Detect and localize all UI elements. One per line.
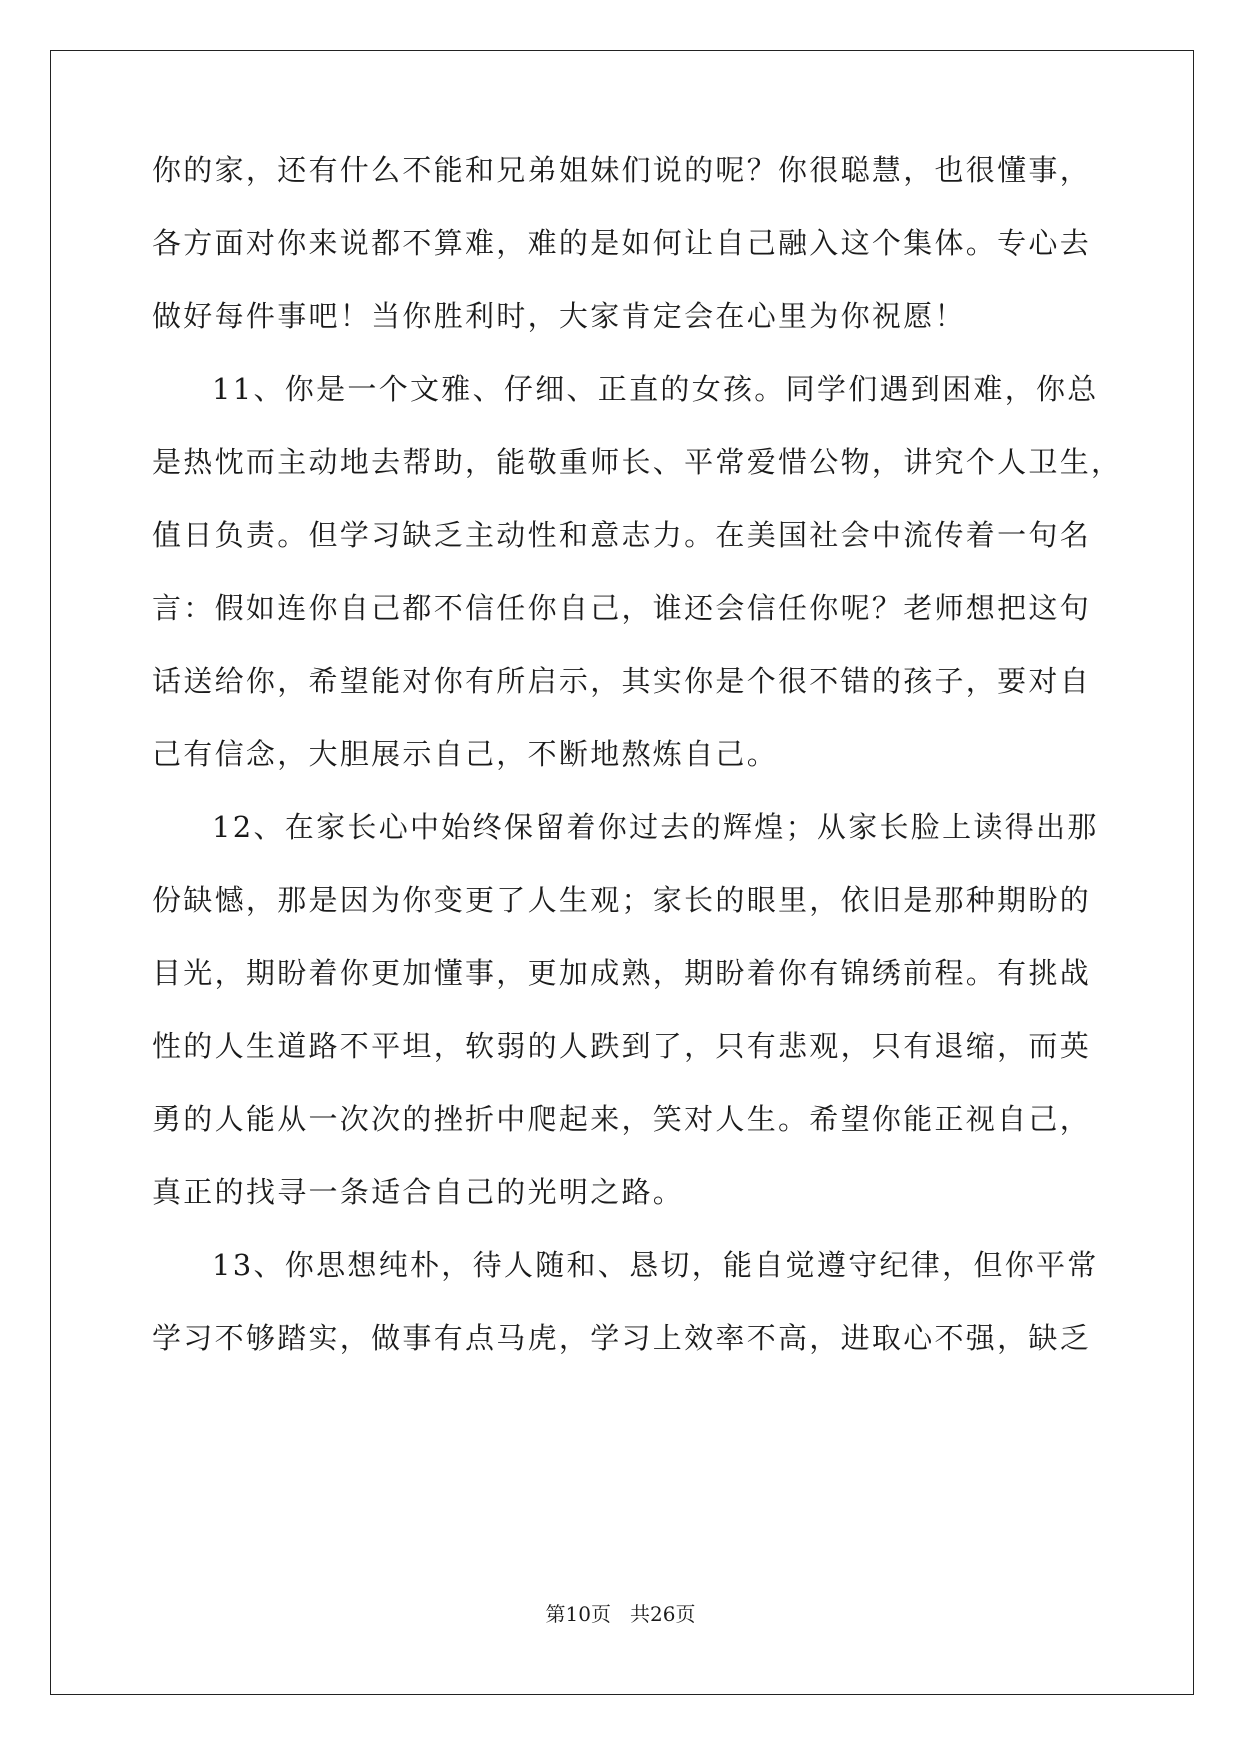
text-line: 各方面对你来说都不算难，难的是如何让自己融入这个集体。专心去 — [152, 226, 1092, 260]
page-number: 第10页 — [545, 1602, 611, 1626]
page-total: 共26页 — [630, 1602, 696, 1626]
text-line: 做好每件事吧！当你胜利时，大家肯定会在心里为你祝愿！ — [152, 299, 966, 333]
paragraph-12-start: 12、在家长心中始终保留着你过去的辉煌；从家长脸上读得出那 — [212, 810, 1099, 844]
footer-separator — [611, 1602, 630, 1626]
text-line: 份缺憾，那是因为你变更了人生观；家长的眼里，依旧是那种期盼的 — [152, 883, 1092, 917]
paragraph-13-start: 13、你思想纯朴，待人随和、恳切，能自觉遵守纪律，但你平常 — [212, 1248, 1099, 1282]
text-line: 值日负责。但学习缺乏主动性和意志力。在美国社会中流传着一句名 — [152, 518, 1092, 552]
text-line: 言：假如连你自己都不信任你自己，谁还会信任你呢？老师想把这句 — [152, 591, 1092, 625]
text-line: 己有信念，大胆展示自己，不断地熬炼自己。 — [152, 737, 779, 771]
text-line: 性的人生道路不平坦，软弱的人跌到了，只有悲观，只有退缩，而英 — [152, 1029, 1092, 1063]
paragraph-11-start: 11、你是一个文雅、仔细、正直的女孩。同学们遇到困难，你总 — [212, 372, 1099, 406]
text-line: 话送给你，希望能对你有所启示，其实你是个很不错的孩子，要对自 — [152, 664, 1092, 698]
text-line: 你的家，还有什么不能和兄弟姐妹们说的呢？你很聪慧，也很懂事， — [152, 153, 1092, 187]
text-line: 学习不够踏实，做事有点马虎，学习上效率不高，进取心不强，缺乏 — [152, 1321, 1092, 1355]
text-line: 真正的找寻一条适合自己的光明之路。 — [152, 1175, 685, 1209]
text-line: 勇的人能从一次次的挫折中爬起来，笑对人生。希望你能正视自己， — [152, 1102, 1092, 1136]
page-footer — [0, 1600, 1241, 1628]
text-line: 目光，期盼着你更加懂事，更加成熟，期盼着你有锦绣前程。有挑战 — [152, 956, 1092, 990]
text-line: 是热忱而主动地去帮助，能敬重师长、平常爱惜公物，讲究个人卫生， — [152, 445, 1123, 479]
